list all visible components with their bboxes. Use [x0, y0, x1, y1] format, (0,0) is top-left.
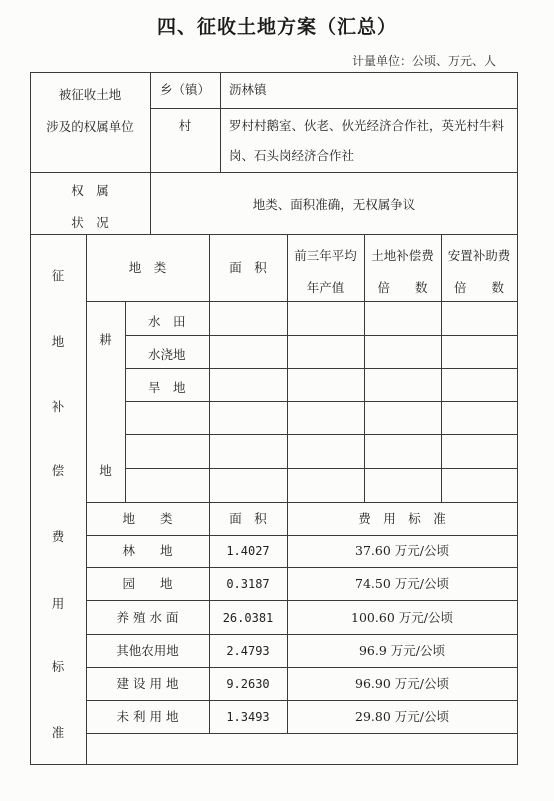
header-avg-output-line2: 年产值: [306, 280, 345, 295]
row-area: 26.0381: [222, 611, 274, 625]
side-char: 准: [51, 725, 65, 740]
subtype-irrigated: 水浇地: [148, 347, 186, 362]
township-label: 乡（镇）: [159, 82, 210, 97]
document-title: 四、征收土地方案（汇总）: [156, 16, 397, 38]
side-char: 征: [51, 268, 65, 283]
table-border-right: [517, 72, 518, 765]
divider: [30, 172, 518, 173]
side-char: 标: [51, 659, 65, 674]
header-land-type: 地 类: [128, 260, 167, 275]
row-standard: 100.60 万元/公顷: [351, 610, 453, 625]
divider: [86, 634, 518, 635]
side-char: 偿: [51, 463, 65, 478]
row-standard: 96.9 万元/公顷: [358, 643, 446, 658]
header-resettle-line2: 倍 数: [453, 280, 504, 295]
status-label-line2: 状 况: [71, 215, 109, 230]
divider: [86, 600, 518, 601]
cultivated-label-bottom: 地: [99, 463, 112, 478]
measurement-unit: 计量单位：公顷、万元、人: [351, 54, 496, 68]
side-char: 地: [51, 334, 65, 349]
divider: [86, 502, 518, 503]
table-border-top: [30, 72, 518, 73]
header-land-comp-line2: 倍 数: [377, 280, 428, 295]
header-land-comp-line1: 土地补偿费: [371, 248, 434, 263]
status-value: 地类、面积准确，无权属争议: [252, 197, 416, 212]
village-label: 村: [178, 118, 192, 133]
side-char: 用: [51, 596, 65, 611]
row-area: 2.4793: [226, 644, 270, 658]
row-area: 1.3493: [226, 710, 270, 724]
row-area: 9.2630: [226, 677, 270, 691]
row-standard: 74.50 万元/公顷: [355, 576, 449, 591]
divider: [125, 401, 518, 402]
row-land-type: 林 地: [122, 543, 173, 558]
row-land-type: 养 殖 水 面: [116, 610, 179, 625]
divider: [86, 700, 518, 701]
divider: [86, 535, 518, 536]
header-resettle-line1: 安置补助费: [447, 248, 511, 263]
row-standard: 37.60 万元/公顷: [355, 543, 449, 558]
row-area: 0.3187: [226, 577, 270, 591]
divider: [86, 567, 518, 568]
table-border-bottom: [30, 764, 518, 765]
other-header-land-type: 地 类: [122, 511, 173, 526]
side-char: 补: [51, 399, 65, 414]
divider: [30, 234, 518, 235]
ownership-label-line2: 涉及的权属单位: [46, 119, 134, 134]
row-standard: 96.90 万元/公顷: [355, 676, 449, 691]
divider: [86, 733, 518, 734]
row-land-type: 园 地: [122, 576, 173, 591]
divider: [125, 434, 518, 435]
row-land-type: 建 设 用 地: [116, 676, 179, 691]
subtype-paddy: 水 田: [148, 314, 186, 329]
header-area: 面 积: [229, 260, 267, 275]
side-char: 费: [51, 529, 65, 544]
township-value: 沥林镇: [229, 82, 267, 97]
subtype-dry: 旱 地: [148, 380, 186, 395]
row-area: 1.4027: [226, 544, 270, 558]
divider: [125, 335, 518, 336]
divider: [125, 368, 518, 369]
other-header-area: 面 积: [229, 511, 267, 526]
status-label-line1: 权 属: [71, 183, 109, 198]
village-value-line2: 岗、石头岗经济合作社: [229, 148, 355, 163]
divider: [86, 667, 518, 668]
cultivated-label-top: 耕: [99, 332, 112, 347]
village-value-line1: 罗村村鹅室、伙老、伙光经济合作社，英光村牛料: [229, 118, 505, 133]
divider: [150, 108, 518, 109]
divider: [220, 72, 221, 172]
ownership-label-line1: 被征收土地: [58, 87, 122, 102]
divider: [86, 301, 518, 302]
other-header-standard: 费 用 标 准: [358, 511, 446, 526]
row-land-type: 未 利 用 地: [116, 709, 179, 724]
header-avg-output-line1: 前三年平均: [294, 248, 357, 263]
row-standard: 29.80 万元/公顷: [355, 709, 449, 724]
row-land-type: 其他农用地: [116, 643, 179, 658]
divider: [125, 468, 518, 469]
